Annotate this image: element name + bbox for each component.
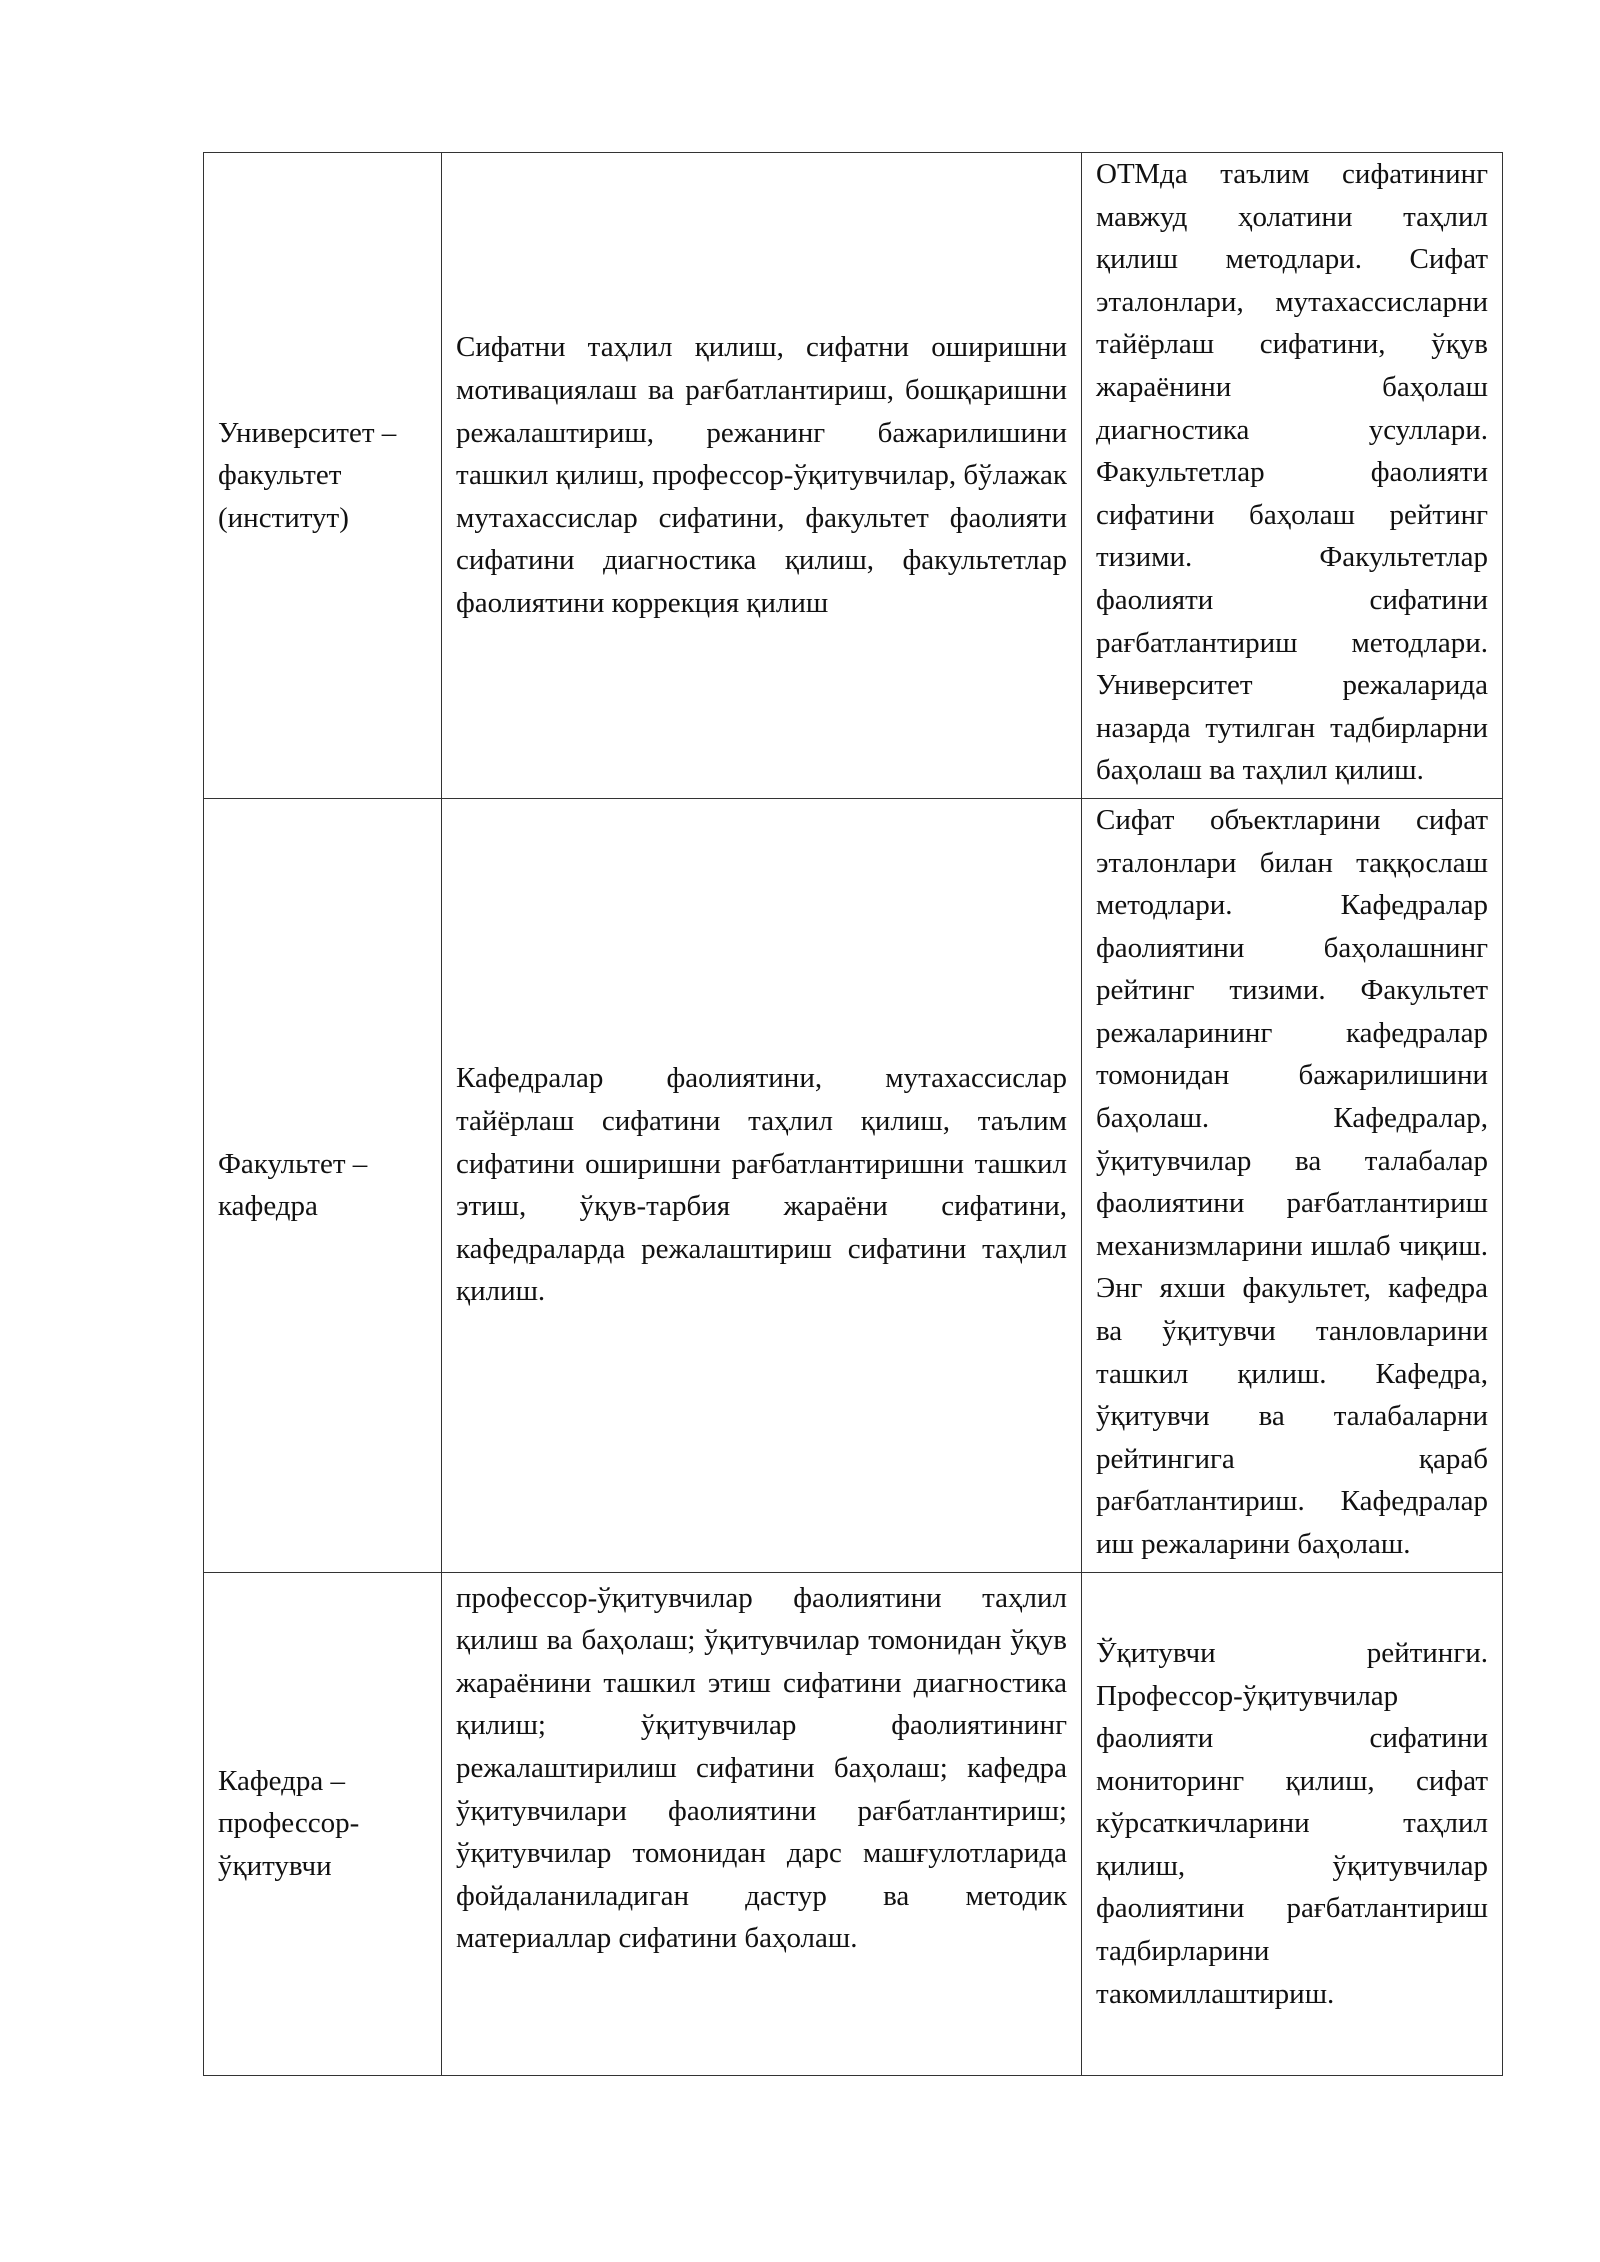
methods-text: Сифат объектларини сифат эталонлари билан таққослаш методлари. Кафедралар фаолиятини баҳолашнинг рейтинг тизими. Факультет режаларининг кафедралар томонидан бажарилишини баҳолаш. Кафедралар, ўқитувчилар ва талабалар фаолиятини рағбатлантириш механизмларини ишлаб чиқиш. Энг яхши факультет, кафедра ва ўқитувчи танловларини ташкил қилиш. Кафедра, ўқитувчи ва талабаларни рейтингига қараб рағбатлантириш. Кафедралар иш режаларини баҳолаш.: [1096, 803, 1488, 1560]
table-row: [204, 153, 1503, 799]
level-cell: [204, 1572, 442, 2075]
methods-text: Ўқитувчи рейтинги. Профессор-ўқитувчилар фаолияти сифатини мониторинг қилиш, сифат кўрсаткичларини таҳлил қилиш, ўқитувчилар фаолиятини рағбатлантириш тадбирларини такомиллаштириш.: [1096, 1636, 1488, 2010]
table-row: [204, 1572, 1503, 2075]
level-text: Кафедра – профессор-ўқитувчи: [218, 1764, 360, 1882]
level-cell: [204, 153, 442, 799]
tasks-text: Кафедралар фаолиятини, мутахассислар тайёрлаш сифатини таҳлил қилиш, таълим сифатини оширишни рағбатлантиришни ташкил этиш, ўқув-тарбия жараёни сифатини, кафедраларда режалаштириш сифатини таҳлил қилиш.: [456, 1062, 1067, 1308]
level-text: Факультет – кафедра: [218, 1147, 368, 1223]
level-cell: [204, 798, 442, 1572]
table-row: [204, 798, 1503, 1572]
methods-cell: [1082, 153, 1503, 799]
tasks-text: профессор-ўқитувчилар фаолиятини таҳлил қилиш ва баҳолаш; ўқитувчилар томонидан ўқув жараёнини ташкил этиш сифатини диагностика қилиш; ўқитувчилар фаолиятининг режалаштирилиш сифатини баҳолаш; кафедра ўқитувчилари фаолиятини рағбатлантириш; ўқитувчилар томонидан дарс машғулотларида фойдаланиладиган дастур ва методик материаллар сифатини баҳолаш.: [456, 1581, 1067, 1955]
tasks-text: Сифатни таҳлил қилиш, сифатни оширишни мотивациялаш ва рағбатлантириш, бошқаришни режалаштириш, режанинг бажарилишини ташкил қилиш, профессор-ўқитувчилар, бўлажак мутахассислар сифатини, факультет фаолияти сифатини диагностика қилиш, факультетлар фаолиятини коррекция қилиш: [456, 331, 1067, 619]
level-text: Университет – факультет (институт): [218, 416, 397, 534]
methods-text: ОТМда таълим сифатининг мавжуд ҳолатини таҳлил қилиш методлари. Сифат эталонлари, мутахассисларни тайёрлаш сифатини, ўқув жараёнини баҳолаш диагностика усуллари. Факультетлар фаолияти сифатини баҳолаш рейтинг тизими. Факультетлар фаолияти сифатини рағбатлантириш методлари. Университет режаларида назарда тутилган тадбирларни баҳолаш ва таҳлил қилиш.: [1096, 158, 1488, 787]
tasks-cell: [442, 153, 1082, 799]
tasks-cell: [442, 798, 1082, 1572]
tasks-cell: [442, 1572, 1082, 2075]
methods-cell: [1082, 1572, 1503, 2075]
methods-cell: [1082, 798, 1503, 1572]
quality-management-table: [203, 152, 1503, 2076]
